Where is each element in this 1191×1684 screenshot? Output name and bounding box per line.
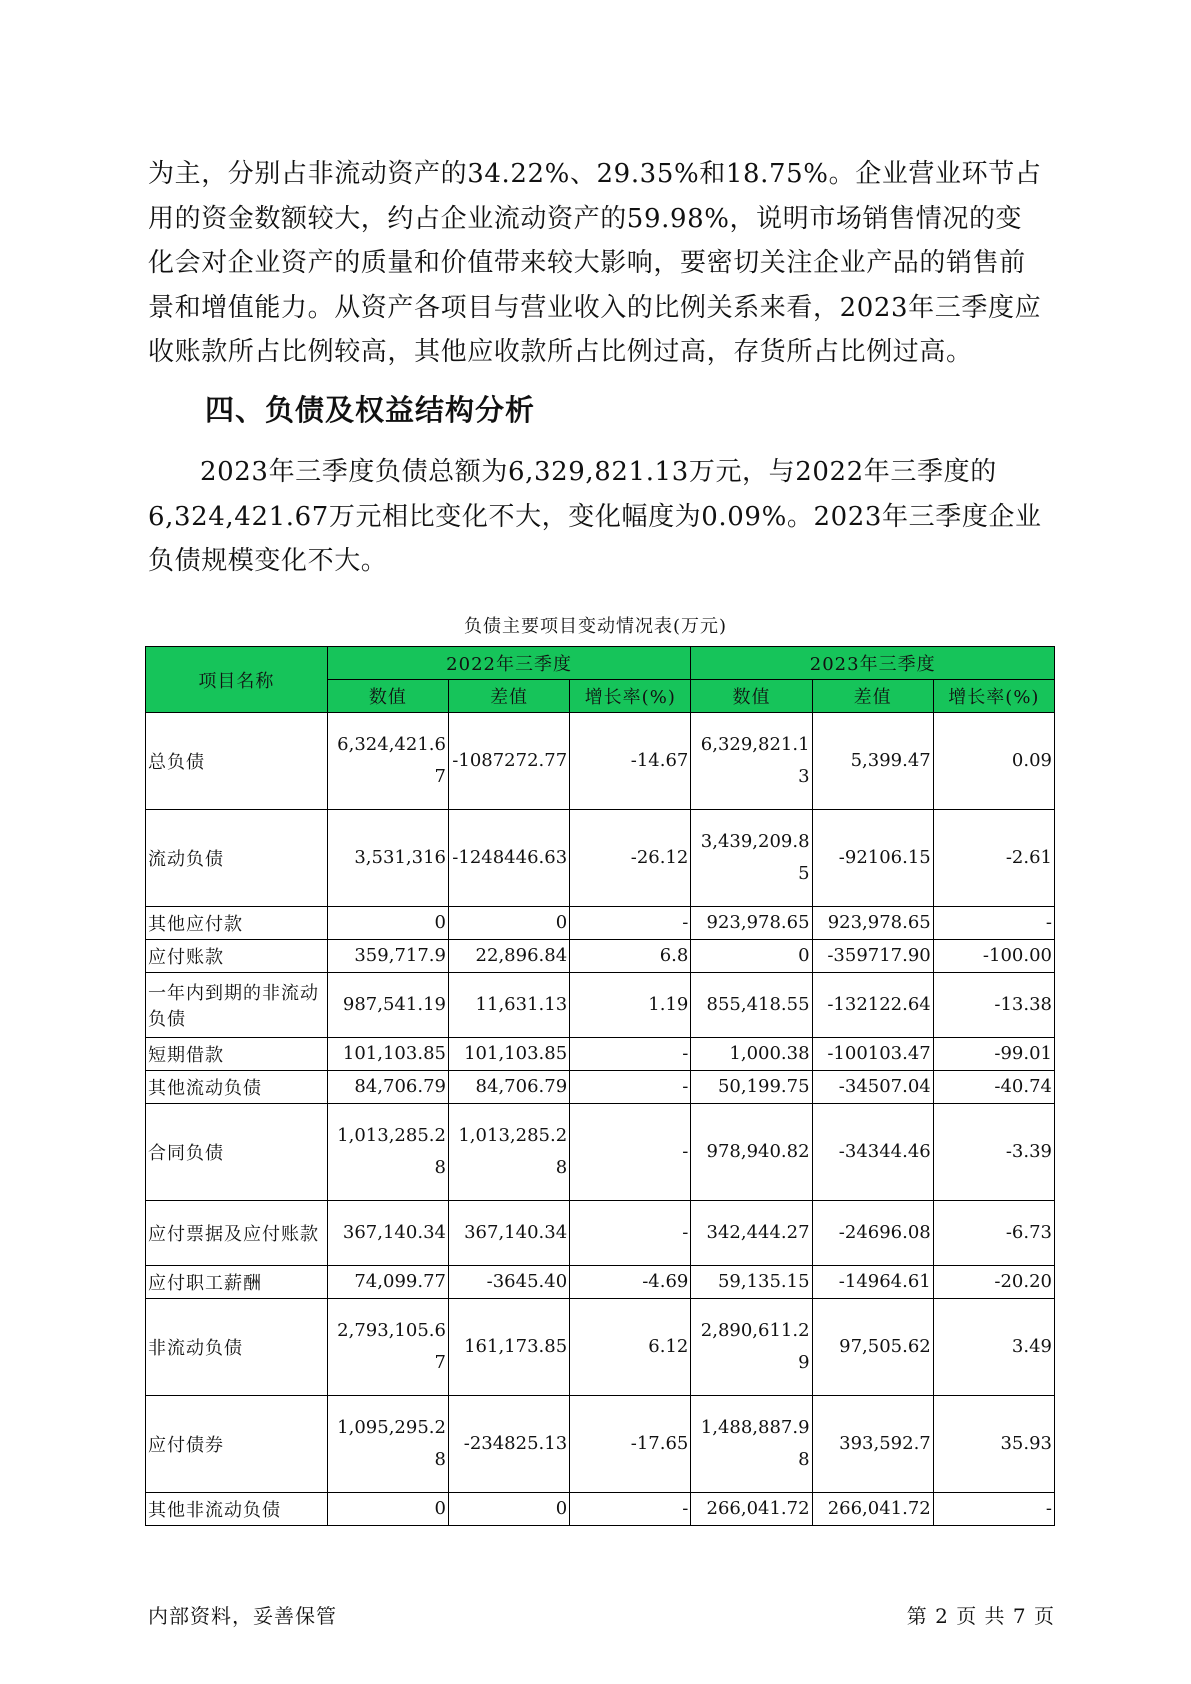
cell-d23: -34344.46 (812, 1104, 933, 1201)
row-item-name: 非流动负债 (146, 1299, 328, 1396)
row-item-name: 应付票据及应付账款 (146, 1201, 328, 1266)
cell-d23: 97,505.62 (812, 1299, 933, 1396)
cell-g23: - (933, 907, 1054, 940)
cell-g22: -14.67 (570, 713, 691, 810)
header-period-2022: 2022年三季度 (327, 647, 691, 680)
cell-d23: -132122.64 (812, 973, 933, 1038)
cell-v22: 1,095,295.28 (327, 1396, 448, 1493)
cell-g23: -6.73 (933, 1201, 1054, 1266)
header-period-2023: 2023年三季度 (691, 647, 1055, 680)
cell-v23: 6,329,821.13 (691, 713, 812, 810)
cell-v23: 1,488,887.98 (691, 1396, 812, 1493)
cell-g23: -3.39 (933, 1104, 1054, 1201)
header-growth-2022: 增长率(%) (570, 680, 691, 713)
cell-v23: 978,940.82 (691, 1104, 812, 1201)
cell-g22: 6.8 (570, 940, 691, 973)
cell-d22: -3645.40 (448, 1266, 569, 1299)
cell-d22: 161,173.85 (448, 1299, 569, 1396)
cell-g23: 3.49 (933, 1299, 1054, 1396)
cell-d22: -234825.13 (448, 1396, 569, 1493)
table-row (146, 1299, 1055, 1396)
cell-g23: 35.93 (933, 1396, 1054, 1493)
cell-g23: -100.00 (933, 940, 1054, 973)
cell-d22: 0 (448, 907, 569, 940)
cell-g23: -99.01 (933, 1038, 1054, 1071)
row-item-name: 流动负债 (146, 810, 328, 907)
cell-g22: - (570, 1201, 691, 1266)
cell-d23: -359717.90 (812, 940, 933, 973)
cell-g22: - (570, 1038, 691, 1071)
cell-g23: - (933, 1493, 1054, 1526)
table-row (146, 940, 1055, 973)
cell-v22: 0 (327, 1493, 448, 1526)
cell-d22: 11,631.13 (448, 973, 569, 1038)
cell-g22: - (570, 1071, 691, 1104)
header-diff-2022: 差值 (448, 680, 569, 713)
table-row (146, 1071, 1055, 1104)
header-value-2023: 数值 (691, 680, 812, 713)
body-paragraph-1: 为主，分别占非流动资产的34.22%、29.35%和18.75%。企业营业环节占用的资金数额较大，约占企业流动资产的59.98%，说明市场销售情况的变化会对企业资产的质量和价值带来较大影响，要密切关注企业产品的销售前景和增值能力。从资产各项目与营业收入的比例关系来看，2023年三季度应收账款所占比例较高，其他应收款所占比例过高，存货所占比例过高。 (148, 159, 1042, 367)
cell-v23: 59,135.15 (691, 1266, 812, 1299)
cell-d22: 0 (448, 1493, 569, 1526)
cell-g23: -20.20 (933, 1266, 1054, 1299)
cell-g23: -40.74 (933, 1071, 1054, 1104)
cell-g23: 0.09 (933, 713, 1054, 810)
cell-d23: -92106.15 (812, 810, 933, 907)
cell-v22: 84,706.79 (327, 1071, 448, 1104)
cell-g23: -2.61 (933, 810, 1054, 907)
cell-d23: -24696.08 (812, 1201, 933, 1266)
cell-v22: 2,793,105.67 (327, 1299, 448, 1396)
cell-d23: 393,592.7 (812, 1396, 933, 1493)
cell-g22: 6.12 (570, 1299, 691, 1396)
footer-page-number: 第 2 页 共 7 页 (906, 1604, 1055, 1628)
cell-d22: -1248446.63 (448, 810, 569, 907)
table-row (146, 713, 1055, 810)
table-caption: 负债主要项目变动情况表(万元) (463, 616, 728, 637)
cell-d23: -34507.04 (812, 1071, 933, 1104)
cell-v23: 1,000.38 (691, 1038, 812, 1071)
table-row (146, 1493, 1055, 1526)
row-item-name: 应付债券 (146, 1396, 328, 1493)
table-row (146, 907, 1055, 940)
cell-v22: 359,717.9 (327, 940, 448, 973)
cell-v22: 1,013,285.28 (327, 1104, 448, 1201)
cell-v22: 74,099.77 (327, 1266, 448, 1299)
cell-g23: -13.38 (933, 973, 1054, 1038)
table-row (146, 810, 1055, 907)
cell-d22: 1,013,285.28 (448, 1104, 569, 1201)
cell-d22: -1087272.77 (448, 713, 569, 810)
cell-d22: 84,706.79 (448, 1071, 569, 1104)
section-heading: 四、负债及权益结构分析 (205, 393, 536, 427)
header-value-2022: 数值 (327, 680, 448, 713)
table-row (146, 1201, 1055, 1266)
table-row (146, 1396, 1055, 1493)
row-item-name: 其他流动负债 (146, 1071, 328, 1104)
cell-g22: -17.65 (570, 1396, 691, 1493)
cell-v22: 0 (327, 907, 448, 940)
cell-d22: 367,140.34 (448, 1201, 569, 1266)
row-item-name: 其他非流动负债 (146, 1493, 328, 1526)
cell-d23: 5,399.47 (812, 713, 933, 810)
cell-d23: -14964.61 (812, 1266, 933, 1299)
cell-v22: 6,324,421.67 (327, 713, 448, 810)
cell-g22: -26.12 (570, 810, 691, 907)
cell-v22: 367,140.34 (327, 1201, 448, 1266)
cell-v23: 2,890,611.29 (691, 1299, 812, 1396)
cell-g22: - (570, 1493, 691, 1526)
cell-v23: 0 (691, 940, 812, 973)
table-row (146, 1038, 1055, 1071)
cell-d22: 101,103.85 (448, 1038, 569, 1071)
liability-table (145, 646, 1055, 1526)
header-growth-2023: 增长率(%) (933, 680, 1054, 713)
row-item-name: 合同负债 (146, 1104, 328, 1201)
cell-d23: 923,978.65 (812, 907, 933, 940)
row-item-name: 应付职工薪酬 (146, 1266, 328, 1299)
body-paragraph-2: 2023年三季度负债总额为6,329,821.13万元，与2022年三季度的6,324,421.67万元相比变化不大，变化幅度为0.09%。2023年三季度企业负债规模变化不大。 (148, 457, 1042, 576)
header-diff-2023: 差值 (812, 680, 933, 713)
cell-v23: 855,418.55 (691, 973, 812, 1038)
cell-v22: 101,103.85 (327, 1038, 448, 1071)
row-item-name: 应付账款 (146, 940, 328, 973)
cell-v23: 342,444.27 (691, 1201, 812, 1266)
table-row (146, 973, 1055, 1038)
cell-g22: - (570, 907, 691, 940)
cell-v22: 3,531,316 (327, 810, 448, 907)
cell-d22: 22,896.84 (448, 940, 569, 973)
table-row (146, 1104, 1055, 1201)
cell-g22: - (570, 1104, 691, 1201)
row-item-name: 短期借款 (146, 1038, 328, 1071)
row-item-name: 其他应付款 (146, 907, 328, 940)
cell-g22: 1.19 (570, 973, 691, 1038)
table-row (146, 1266, 1055, 1299)
cell-g22: -4.69 (570, 1266, 691, 1299)
cell-v23: 3,439,209.85 (691, 810, 812, 907)
footer-confidential-note: 内部资料，妥善保管 (148, 1604, 337, 1628)
cell-v23: 266,041.72 (691, 1493, 812, 1526)
header-item-name: 项目名称 (146, 647, 328, 713)
row-item-name: 总负债 (146, 713, 328, 810)
cell-d23: 266,041.72 (812, 1493, 933, 1526)
row-item-name: 一年内到期的非流动负债 (146, 973, 328, 1038)
cell-d23: -100103.47 (812, 1038, 933, 1071)
cell-v22: 987,541.19 (327, 973, 448, 1038)
cell-v23: 50,199.75 (691, 1071, 812, 1104)
cell-v23: 923,978.65 (691, 907, 812, 940)
